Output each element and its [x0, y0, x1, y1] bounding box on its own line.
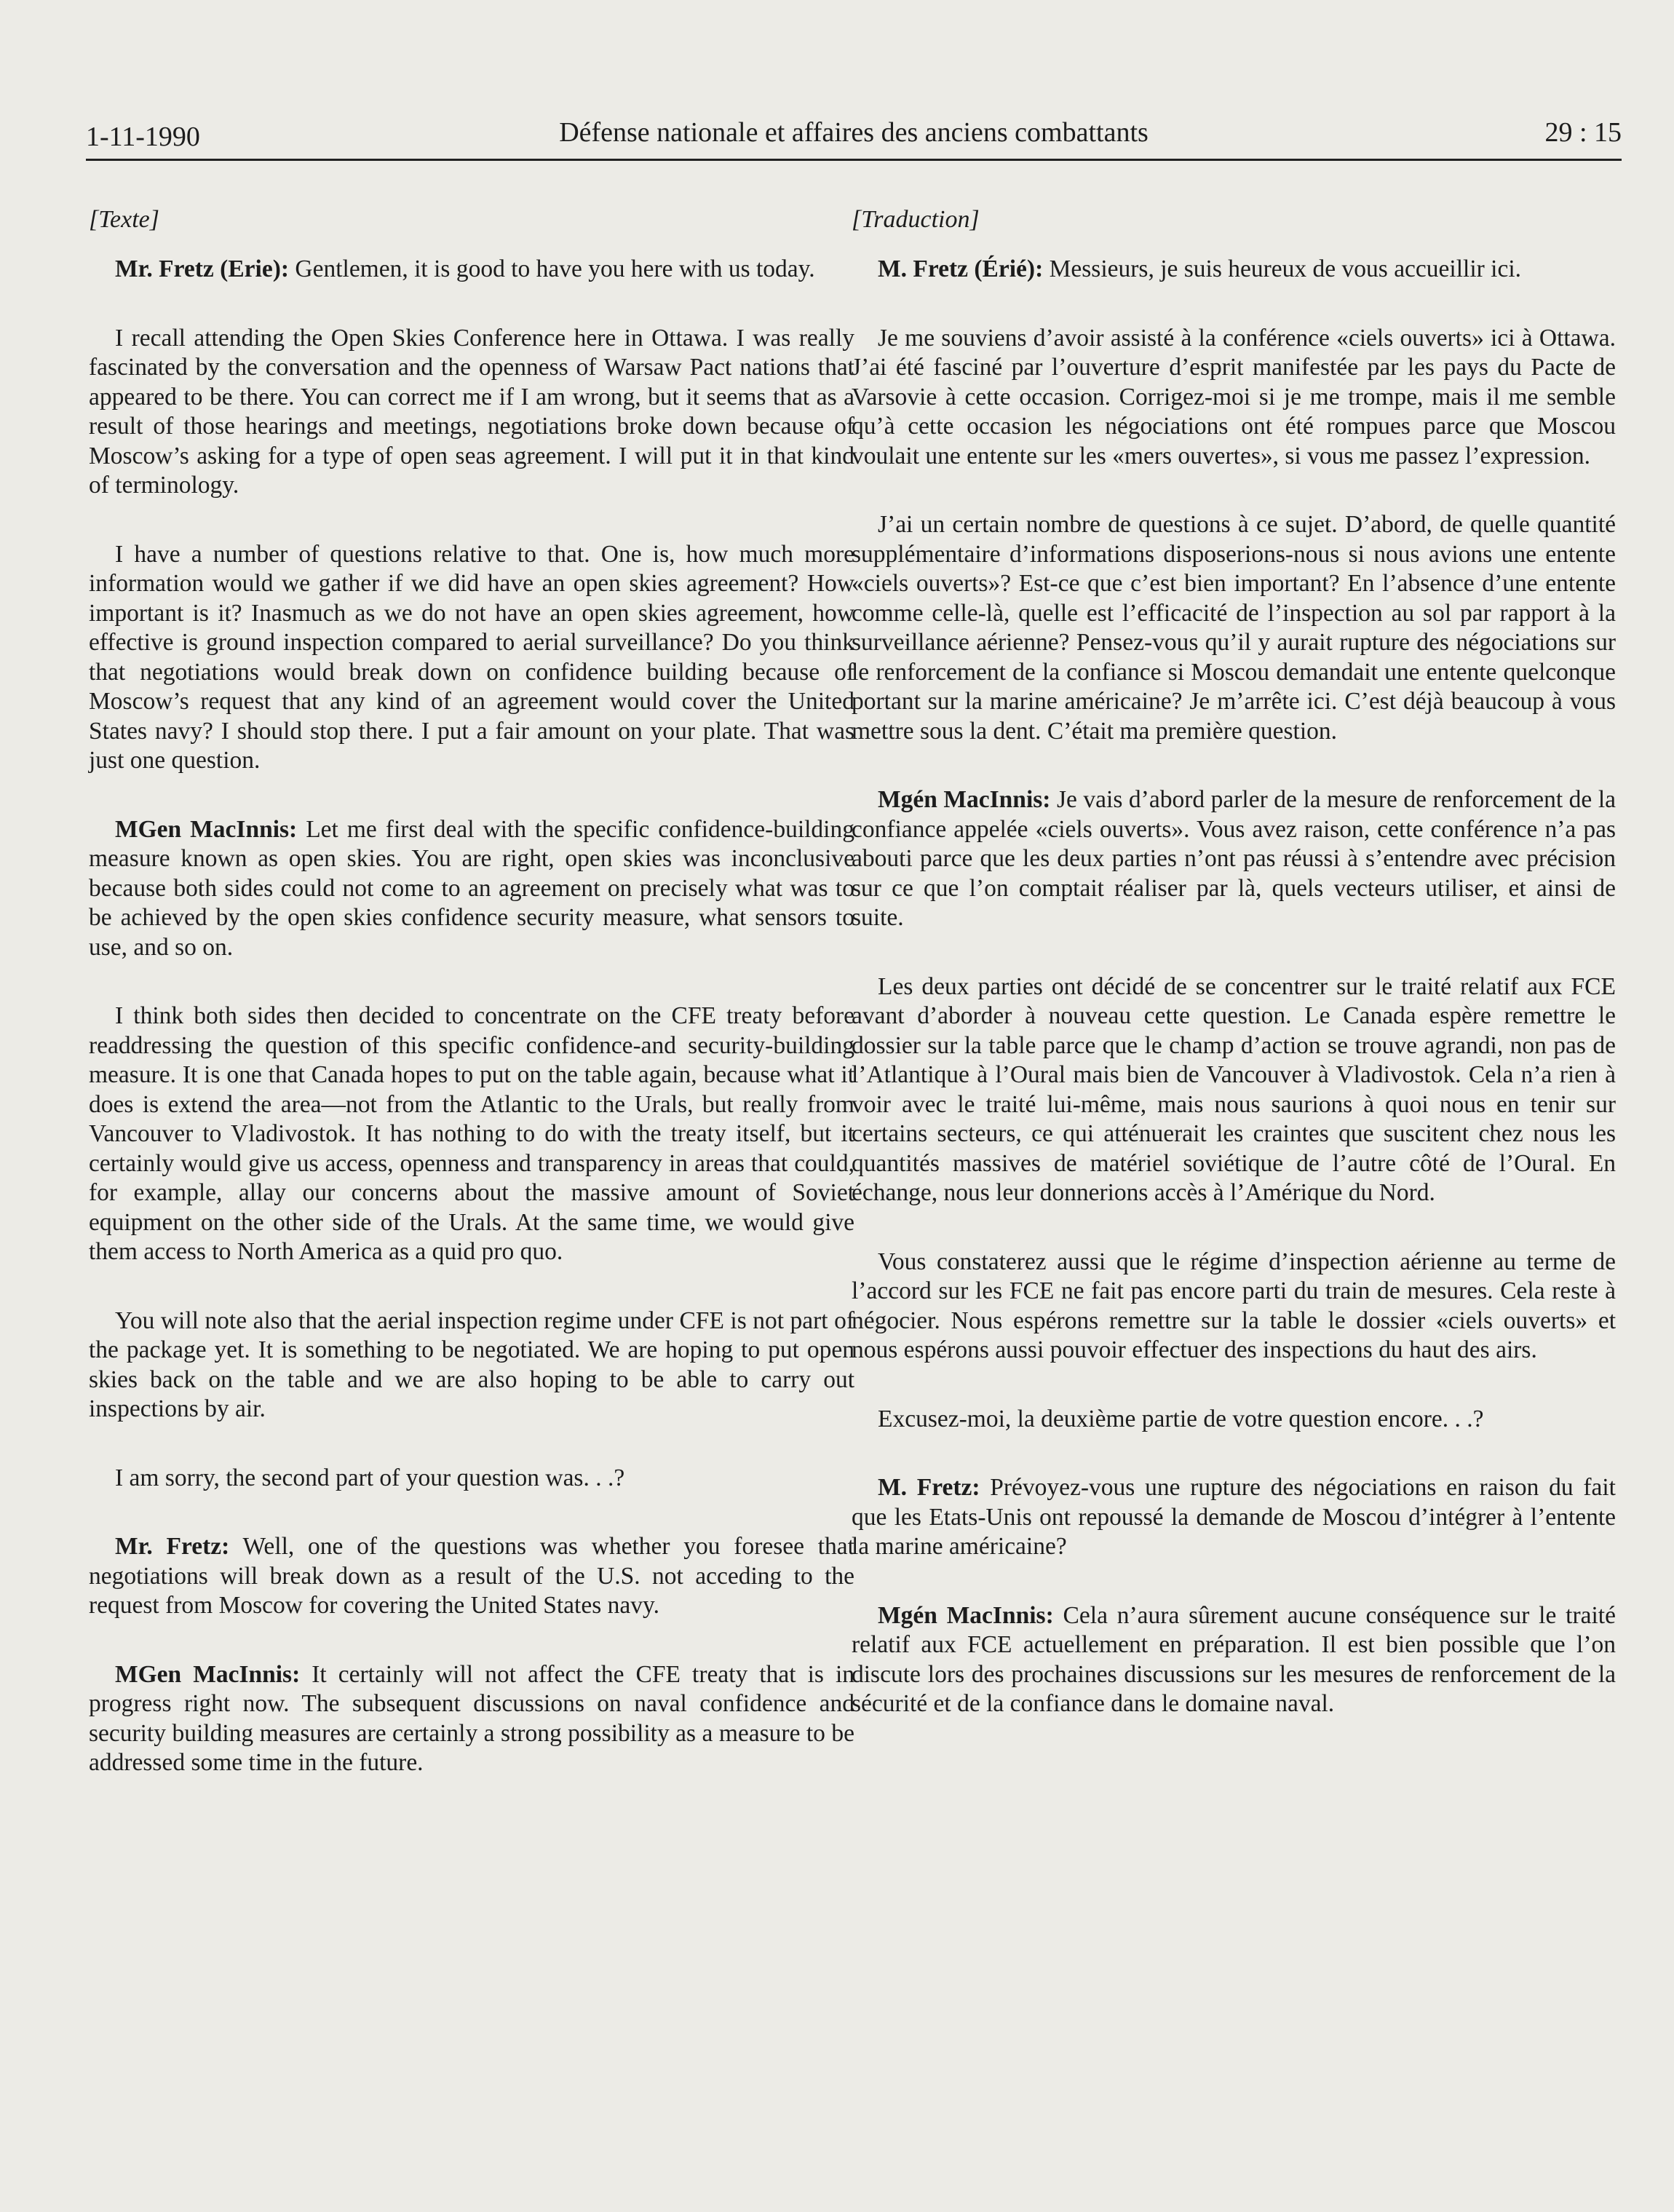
paragraph-text: Prévoyez-vous une rupture des négociations en raison du fait que les Etats-Unis ont repoussé la demande de Moscou d’intégrer à l’entente la marine américaine? [852, 1474, 1616, 1560]
paragraph [89, 1307, 854, 1424]
page-header [86, 102, 1622, 161]
speaker-name: MGen MacInnis: [115, 1660, 301, 1688]
paragraph [852, 255, 1616, 285]
paragraph [89, 1660, 854, 1778]
speaker-name: M. Fretz: [878, 1474, 980, 1501]
paragraph [89, 1002, 854, 1267]
paragraph-text: You will note also that the aerial inspection regime under CFE is not part of the package yet. It is something to be negotiated. We are hoping to put open skies back on the table and we are also hoping to be able to carry out inspections by air. [89, 1307, 854, 1422]
speaker-name: Mr. Fretz: [115, 1533, 230, 1560]
paragraph [852, 1248, 1616, 1365]
header-date: 1-11-1990 [86, 122, 200, 152]
speaker-name: MGen MacInnis: [115, 815, 298, 843]
paragraph-text: Excusez-moi, la deuxième partie de votre question encore. . .? [878, 1405, 1484, 1432]
paragraph [89, 324, 854, 501]
paragraph-text: Je vais d’abord parler de la mesure de renforcement de la confiance appelée «ciels ouverts». Vous avez raison, cette conférence n’a pas abouti parce que les deux parties n’ont pas réussi à s’entendre avec précision sur ce que l’on comptait réaliser par là, quels vecteurs utiliser, et ainsi de suite. [852, 786, 1617, 931]
paragraph [89, 1532, 854, 1621]
paragraph-text: Vous constaterez aussi que le régime d’inspection aérienne au terme de l’accord sur les FCE ne fait pas encore parti du train de mesures. Cela reste à négocier. Nous espérons remettre sur la table le dossier «ciels ouverts» et nous espérons aussi pouvoir effectuer des inspections du haut des airs. [852, 1248, 1616, 1363]
paragraph [852, 510, 1616, 746]
speaker-name: Mr. Fretz (Erie): [115, 255, 290, 282]
paragraph-text: I think both sides then decided to concentrate on the CFE treaty before readdressing the question of this specific confidence-and security-building measure. It is one that Canada hopes to put on the table again, because what it does is extend the area—not from the Atlantic to the Urals, but really from Vancouver to Vladivostok. It has nothing to do with the treaty itself, but it certainly would give us access, openness and transparency in areas that could, for example, allay our concerns about the massive amount of Soviet equipment on the other side of the Urals. At the same time, we would give them access to North America as a quid pro quo. [89, 1002, 854, 1265]
paragraph-text: Let me first deal with the specific confidence-building measure known as open skies. You are right, open skies was inconclusive because both sides could not come to an agreement on precisely what was to be achieved by the open skies confidence security measure, what sensors to use, and so on. [89, 815, 854, 961]
paragraph-text: Gentlemen, it is good to have you here with us today. [289, 255, 815, 282]
paragraph [852, 785, 1616, 933]
paragraph-text: I have a number of questions relative to that. One is, how much more information would we gather if we did have an open skies agreement? How important is it? Inasmuch as we do not have an open skies agreement, how effective is ground inspection compared to aerial surveillance? Do you think that negotiations would break down on confidence building because of Moscow’s request that any kind of an agreement would cover the United States navy? I should stop there. I put a fair amount on your plate. That was just one question. [89, 540, 854, 774]
header-title: Défense nationale et affaires des anciens combattants [559, 117, 1149, 148]
paragraph-text: Cela n’aura sûrement aucune conséquence sur le traité relatif aux FCE actuellement en préparation. Il est bien possible que l’on discute lors des prochaines discussions sur les mesures de renforcement de la sécurité et de la confiance dans le domaine naval. [852, 1601, 1616, 1717]
column-label: [Traduction] [852, 206, 980, 233]
paragraph-text: Messieurs, je suis heureux de vous accueillir ici. [1043, 255, 1522, 282]
paragraph [89, 255, 854, 285]
header-page-number: 29 : 15 [1544, 117, 1622, 148]
paragraph-text: Je me souviens d’avoir assisté à la conférence «ciels ouverts» ici à Ottawa. J’ai été fasciné par l’ouverture d’esprit manifestée par les pays du Pacte de Varsovie à cette occasion. Corrigez-moi si je me trompe, mais il me semble qu’à cette occasion les négociations ont été rompues parce que Moscou voulait une entente sur les «mers ouvertes», si vous me passez l’expression. [852, 324, 1616, 469]
speaker-name: Mgén MacInnis: [878, 1601, 1054, 1629]
paragraph-text: J’ai un certain nombre de questions à ce sujet. D’abord, de quelle quantité supplémentaire d’informations disposerions-nous si nous avions une entente «ciels ouverts»? Est-ce que c’est bien important? En l’absence d’une entente comme celle-là, quelle est l’efficacité de l’inspection au sol par rapport à la surveillance aérienne? Pensez-vous qu’il y aurait rupture des négociations sur le renforcement de la confiance si Moscou demandait une entente quelconque portant sur la marine américaine? Je m’arrête ici. C’est déjà beaucoup à vous mettre sous la dent. C’était ma première question. [852, 511, 1616, 745]
paragraph [89, 815, 854, 963]
paragraph [852, 972, 1616, 1208]
paragraph-text: Les deux parties ont décidé de se concentrer sur le traité relatif aux FCE avant d’aborder à nouveau cette question. Le Canada espère remettre le dossier sur la table parce que le champ d’action se trouve agrandi, non pas de l’Atlantique à l’Oural mais bien de Vancouver à Vladivostok. Cela n’a rien à voir avec le traité lui-même, mais nous saurions à quoi nous en tenir sur certains secteurs, ce qui atténuerait les craintes que suscitent chez nous les quantités massives de matériel soviétique de l’autre côté de l’Oural. En échange, nous leur donnerions accès à l’Amérique du Nord. [852, 972, 1616, 1206]
paragraph [89, 540, 854, 776]
paragraph [852, 1473, 1616, 1562]
paragraph-text: I recall attending the Open Skies Conference here in Ottawa. I was really fascinated by the conversation and the openness of Warsaw Pact nations that appeared to be there. You can correct me if I am wrong, but it seems that as a result of those hearings and meetings, negotiations broke down because of Moscow’s asking for a type of open seas agreement. I will put it in that kind of terminology. [89, 324, 854, 499]
french-column [852, 204, 1616, 1759]
speaker-name: M. Fretz (Érié): [878, 255, 1044, 282]
paragraph-text: Well, one of the questions was whether you foresee that negotiations will break down as a result of the U.S. not acceding to the request from Moscow for covering the United States navy. [89, 1533, 854, 1619]
paragraph [852, 1601, 1616, 1719]
speaker-name: Mgén MacInnis: [878, 786, 1051, 813]
paragraph [852, 1405, 1616, 1435]
column-label: [Texte] [89, 206, 159, 233]
paragraph [852, 324, 1616, 472]
english-column [89, 204, 854, 1817]
paragraph [89, 1464, 854, 1494]
paragraph-text: I am sorry, the second part of your question was. . .? [115, 1464, 625, 1491]
paragraph-text: It certainly will not affect the CFE treaty that is in progress right now. The subsequent discussions on naval confidence and security building measures are certainly a strong possibility as a measure to be addressed some time in the future. [89, 1660, 854, 1776]
